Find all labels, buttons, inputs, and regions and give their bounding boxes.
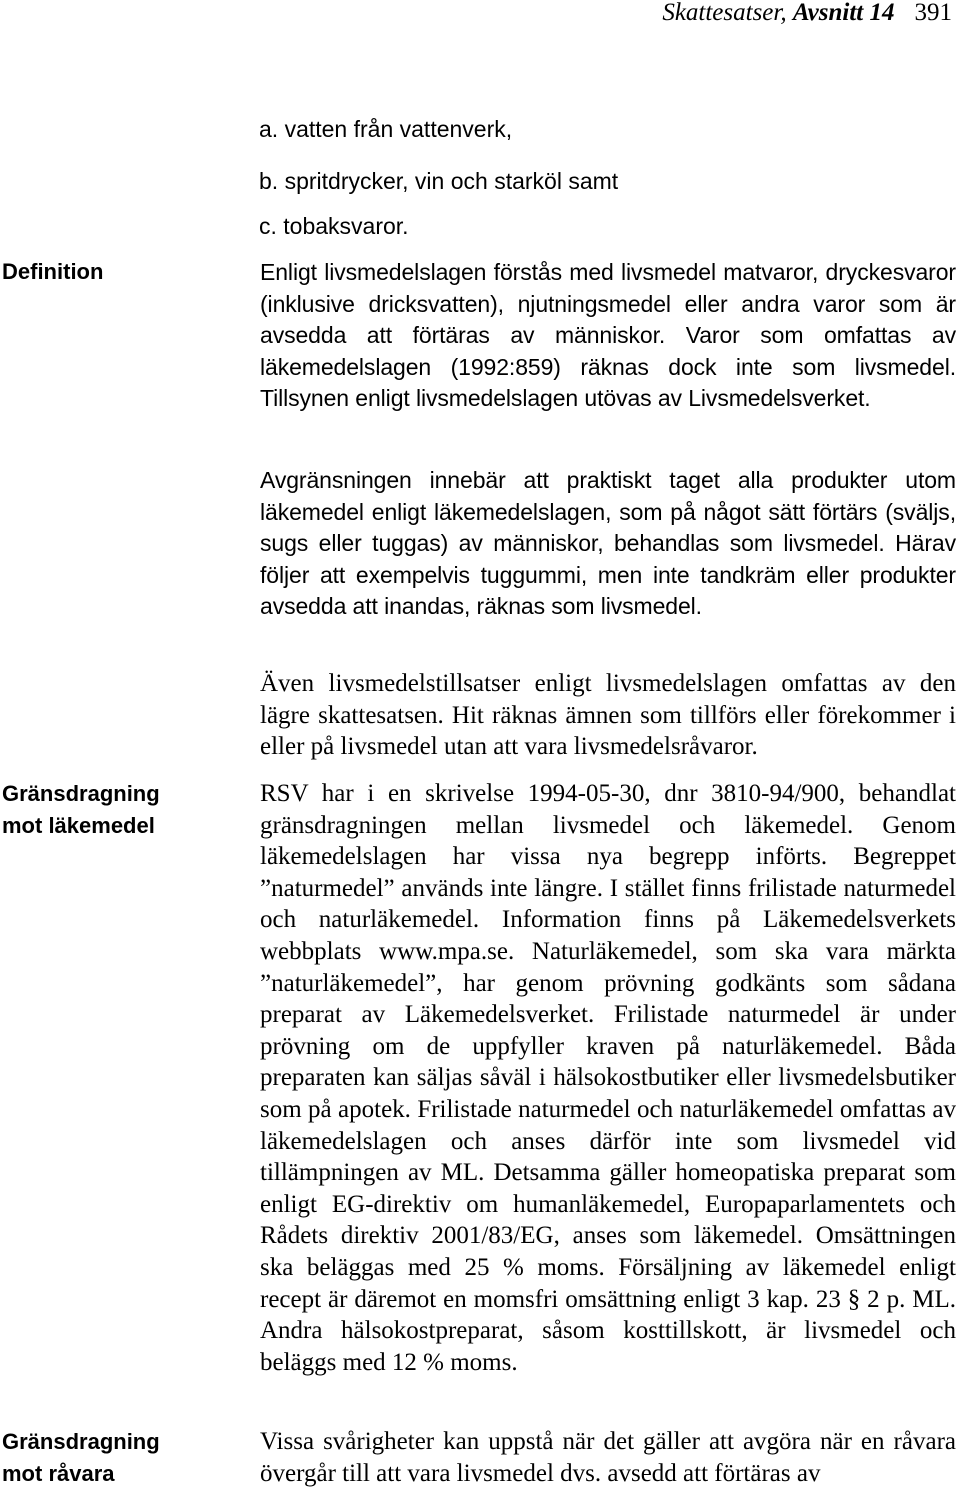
page-number: 391 bbox=[914, 0, 952, 26]
paragraph-avgransning: Avgränsningen innebär att praktiskt taget alla produkter utom läkemedel enligt läkemedelslagen, som på något sätt förtärs (sväljs, sugs eller tuggas) av människor, behandlas som livsmedel. Härav följer att exempelvis tuggummi, men inte tandkräm eller produkter avsedda att inandas, räknas som livsmedel. bbox=[260, 467, 956, 619]
paragraph-rsv: RSV har i en skrivelse 1994-05-30, dnr 3810-94/900, behandlat gränsdragningen mellan livsmedel och läkemedel. Genom läkemedelslagen har vissa nya begrepp införts. Begreppet ”naturmedel” används inte längre. I stället finns frilistade naturmedel och naturläkemedel. Information finns på Läkemedelsverkets webbplats www.mpa.se. Naturläkemedel, som ska vara märkta ”naturläkemedel”, har genom prövning godkänts som sådana preparat av Läkemedelsverket. Frilistade naturmedel är under prövning om de uppfyller kraven på naturläkemedel. Båda preparaten kan säljas såväl i hälsokostbutiker eller livsmedelsbutiker som på apotek. Frilistade naturmedel och naturläkemedel omfattas av läkemedelslagen och anses därför inte som livsmedel vid tillämpningen av ML. Detsamma gäller homeopatiska preparat som enligt EG-direktiv om humanläkemedel, Europaparlamentets och Rådets direktiv 2001/83/EG, anses som läkemedel. Omsättningen ska beläggas med 25 % moms. Försäljning av läkemedel enligt recept är däremot en momsfri omsättning enligt 3 kap. 23 § 2 p. ML. Andra hälsokostpreparat, såsom kosttillskott, är livsmedel och beläggs med 12 % moms. bbox=[260, 780, 956, 1376]
header-title: Skattesatser, bbox=[662, 0, 793, 26]
paragraph-tillsatser: Även livsmedelstillsatser enligt livsmedelslagen omfattas av den lägre skattesatsen. Hit räknas ämnen som tillförs eller förekommer i eller på livsmedel utan att vara livsmedelsråvaror. bbox=[260, 670, 956, 761]
margin-note-text: mot läkemedel bbox=[2, 813, 155, 838]
header-section: Avsnitt 14 bbox=[792, 0, 895, 26]
list-item: c. tobaksvaror. bbox=[259, 213, 409, 239]
paragraph-ravara: Vissa svårigheter kan uppstå när det gäller att avgöra när en råvara övergår till att vara livsmedel dvs. avsedd att förtäras av bbox=[260, 1428, 956, 1487]
paragraph-definition: Enligt livsmedelslagen förstås med livsmedel matvaror, dryckesvaror (inklusive dricksvatten), njutningsmedel eller andra varor som är avsedda att förtäras av människor. Varor som omfattas av läkemedelslagen (1992:859) räknas dock inte som livsmedel. Tillsynen enligt livsmedelslagen utövas av Livsmedelsverket. bbox=[260, 259, 956, 411]
margin-note-text: Gränsdragning bbox=[2, 781, 160, 806]
running-header bbox=[662, 0, 952, 26]
margin-note-definition bbox=[2, 256, 202, 288]
margin-note-gransdragning-lakemedel bbox=[2, 778, 202, 842]
list-item: a. vatten från vattenverk, bbox=[259, 116, 513, 142]
margin-note-text: Gränsdragning bbox=[2, 1429, 160, 1454]
margin-note-text: Definition bbox=[2, 259, 104, 284]
list-item: b. spritdrycker, vin och starköl samt bbox=[259, 168, 619, 194]
margin-note-gransdragning-ravara bbox=[2, 1426, 202, 1490]
margin-note-text: mot råvara bbox=[2, 1461, 115, 1486]
